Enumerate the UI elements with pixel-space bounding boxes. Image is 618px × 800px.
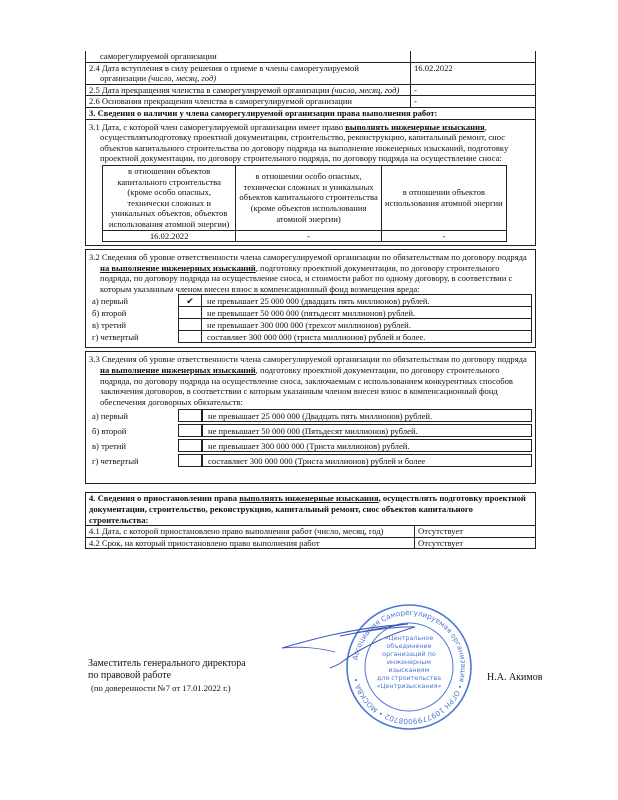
table-row xyxy=(86,537,536,549)
suspension-table xyxy=(85,492,536,549)
section4-heading xyxy=(86,493,536,526)
level-label: г) четвертый xyxy=(92,455,139,466)
level-text: не превышает 300 000 000 (трехсот миллионов) рублей. xyxy=(202,319,532,331)
stamp-line: «Центризыскания» xyxy=(376,682,442,690)
column-header: в отношении особо опасных, технически сложных и уникальных объектов капитального строительства (кроме объектов использования атомной энергии) xyxy=(236,165,381,230)
level-label: б) второй xyxy=(92,307,127,318)
level-text: составляет 300 000 000 (Триста миллионов) рублей и более xyxy=(202,454,532,467)
column-header: в отношении объектов капитального строительства (кроме особо опасных, технически сложных и уникальных объектов, объектов использования атомной энергии) xyxy=(103,165,236,230)
section-3-2 xyxy=(85,249,536,348)
text-part: , осуществлятьподготовку проектной документации, строительство, реконструкцию, капитальный ремонт, снос объектов капитального строительства по договору подряда на выполнение инженерных изысканий, подготовку проектной документации, по договору строительного подряда, по договору подряда на осуществление сноса: xyxy=(100,121,509,164)
level-label: г) четвертый xyxy=(92,331,139,342)
membership-table xyxy=(85,51,536,120)
contract-liability-levels-table xyxy=(89,407,532,469)
emphasis-text: выполнять инженерные изыскания xyxy=(239,493,379,504)
row-label: 4.2 Срок, на который приостановлено право выполнения работ xyxy=(89,537,320,548)
liability-level-row xyxy=(89,439,532,452)
table-row xyxy=(86,51,536,62)
level-checkbox xyxy=(179,307,202,319)
table-cell: - xyxy=(381,230,506,242)
stamp-line: организаций по xyxy=(382,650,436,658)
table-header-row xyxy=(103,165,507,230)
level-text: не превышает 50 000 000 (пятьдесят миллионов) рублей. xyxy=(202,307,532,319)
row-label: 2.6 Основания прекращения членства в саморегулируемой организации xyxy=(89,96,353,107)
section-3-3-text xyxy=(89,354,532,407)
liability-level-row xyxy=(89,295,532,307)
liability-level-row xyxy=(89,454,532,467)
power-of-attorney: (по доверенности №7 от 17.01.2022 г.) xyxy=(91,683,231,693)
text-part: , подготовку проектной документации, по договору строительного подряда, по договору подряда на осуществление сноса, заключаемым с использованием конкурентных способов заключения договоров, в соответствии с которым указанным членом внесен взнос в компенсационный фонд обеспечения договорных обязательств: xyxy=(100,365,513,407)
signature-block xyxy=(88,658,246,694)
level-text: составляет 300 000 000 (триста миллионов) рублей и более. xyxy=(202,331,532,343)
text-part: 3.1 Дата, с которой член саморегулируемой организации имеет право xyxy=(89,121,346,132)
table-row xyxy=(86,526,536,538)
table-cell: - xyxy=(236,230,381,242)
level-text: не превышает 50 000 000 (Пятьдесят миллионов) рублей. xyxy=(202,424,532,437)
emphasis-text: на выполнение инженерных изысканий xyxy=(100,262,256,273)
table-cell: 16.02.2022 xyxy=(103,230,236,242)
section-3-1-text xyxy=(89,122,532,164)
liability-level-row xyxy=(89,424,532,437)
section4-heading-row xyxy=(86,493,536,526)
level-label: а) первый xyxy=(92,410,128,421)
text-part: 3.3 Сведения об уровне ответственности члена саморегулируемой организации по обязательствам по договору подряда xyxy=(89,354,527,365)
row-value: - xyxy=(411,96,536,108)
liability-level-row xyxy=(89,331,532,343)
column-header: в отношении объектов использования атомной энергии xyxy=(381,165,506,230)
level-text: не превышает 25 000 000 (двадцать пять миллионов) рублей. xyxy=(202,295,532,307)
row-value xyxy=(411,51,536,62)
text-part: 3.2 Сведения об уровне ответственности члена саморегулируемой организации по обязательствам по договору подряда xyxy=(89,252,527,263)
liability-level-row xyxy=(89,319,532,331)
row-label-hint: (число, месяц, год) xyxy=(331,84,400,95)
level-checkbox xyxy=(178,424,202,437)
level-label: в) третий xyxy=(92,440,126,451)
liability-level-row xyxy=(89,307,532,319)
section-3-1 xyxy=(85,120,536,247)
stamp-line: изысканиям xyxy=(388,666,430,674)
section3-heading-row xyxy=(86,107,536,119)
level-checkbox xyxy=(179,331,202,343)
row-value: Отсутствует xyxy=(415,526,536,538)
text-part: , подготовку проектной документации, по договору строительного подряда, по договору подряда на осуществление сноса, и стоимости работ по одному договору, в соответствии с которым указанным членом внесен взнос в компенсационный фонд возмещения вреда: xyxy=(100,262,513,294)
row-label: 2.5 Дата прекращения членства в саморегулируемой организации xyxy=(89,84,332,95)
stamp-line: для строительства xyxy=(376,674,442,682)
liability-levels-table xyxy=(89,294,532,343)
emphasis-text: на выполнение инженерных изысканий xyxy=(100,365,256,376)
level-checkbox xyxy=(178,439,202,452)
section-3-2-text xyxy=(89,252,532,294)
table-row xyxy=(86,62,536,84)
table-row xyxy=(103,230,507,242)
signatory-name: Н.А. Акимов xyxy=(487,672,543,683)
row-value: 16.02.2022 xyxy=(411,62,536,84)
row-value: - xyxy=(411,84,536,96)
level-checkbox xyxy=(178,454,202,467)
level-label: б) второй xyxy=(92,425,127,436)
stamp-line: объединение xyxy=(386,642,432,650)
row-label-hint: (число, месяц, год) xyxy=(148,73,217,84)
liability-level-row xyxy=(89,409,532,422)
row-label: 4.1 Дата, с которой приостановлено право выполнения работ (число, месяц, год) xyxy=(89,526,384,537)
row-label: саморегулируемой организации xyxy=(100,51,217,61)
row-label: 2.4 Дата вступления в силу решения о приеме в члены саморегулируемой организации xyxy=(89,62,359,84)
row-value: Отсутствует xyxy=(415,537,536,549)
stamp-line: инженерным xyxy=(386,658,432,666)
level-checkbox xyxy=(179,319,202,331)
level-text: не превышает 25 000 000 (Двадцать пять миллионов) рублей. xyxy=(202,409,532,422)
text-part: 4. Сведения о приостановлении права xyxy=(89,493,240,504)
stamp-line: «Центральное xyxy=(384,634,434,642)
table-row xyxy=(86,84,536,96)
level-checkbox: ✔ xyxy=(179,295,202,307)
signatory-position: Заместитель генерального директора xyxy=(88,658,246,669)
emphasis-text: выполнять инженерные изыскания xyxy=(345,121,485,132)
organization-stamp-icon xyxy=(344,602,474,732)
stamp-outer-text: Ассоциация Саморегулируемая организация • ОГРН 1097799008702 • МОСКВА • xyxy=(350,607,469,727)
signatory-position-line2: по правовой работе xyxy=(88,670,172,681)
rights-dates-table xyxy=(102,165,507,242)
level-checkbox xyxy=(178,409,202,422)
section-3-3 xyxy=(85,351,536,484)
section3-heading: 3. Сведения о наличии у члена саморегулируемой организации права выполнения работ: xyxy=(86,107,536,119)
document-page xyxy=(85,51,536,549)
text-part: , осуществлять подготовку проектной документации, строительство, реконструкцию, капитальный ремонт, снос объектов капитального строительства: xyxy=(89,493,526,525)
level-label: а) первый xyxy=(92,295,128,306)
level-text: не превышает 300 000 000 (Триста миллионов) рублей. xyxy=(202,439,532,452)
table-row xyxy=(86,96,536,108)
level-label: в) третий xyxy=(92,319,126,330)
